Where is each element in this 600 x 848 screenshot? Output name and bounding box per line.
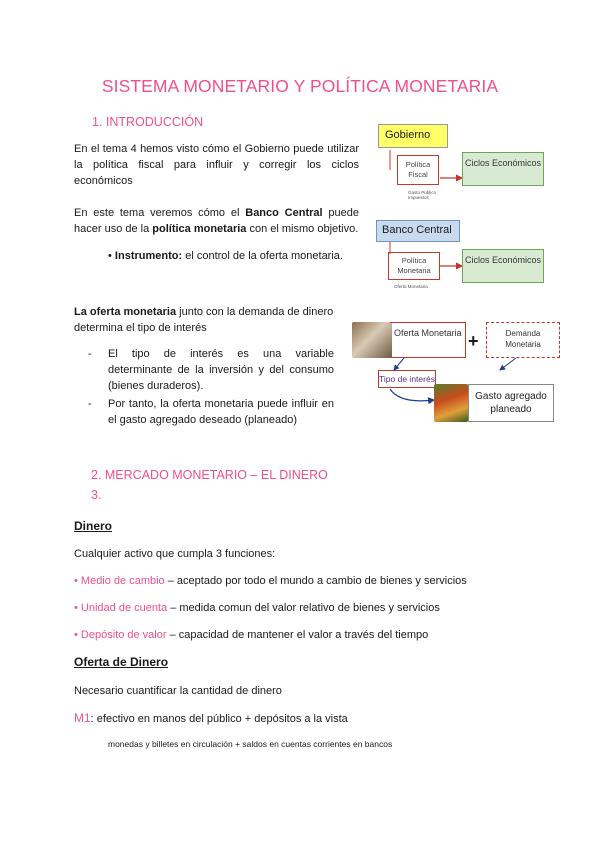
page-title: SISTEMA MONETARIO Y POLÍTICA MONETARIA [101,76,499,96]
oferta-intro: Necesario cuantificar la cantidad de dinero [74,685,282,697]
gasto-agregado-box: Gasto agregado planeado [468,384,554,422]
section-1-heading: 1. INTRODUCCIÓN [92,115,204,129]
funcion-item-1: • Medio de cambio – aceptado por todo el mundo a cambio de bienes y servicios [74,575,467,587]
oferta-heading: Oferta de Dinero [74,655,169,669]
funcion-item-2: • Unidad de cuenta – medida comun del valor relativo de bienes y servicios [74,602,440,614]
ciclos-box-2: Ciclos Económicos [462,249,544,283]
dinero-heading: Dinero [74,519,113,533]
shopping-image [434,384,468,422]
gobierno-box: Gobierno [378,124,448,148]
intro-paragraph-2: En este tema veremos cómo el Banco Central puede hacer uso de la política monetaria con el mismo objetivo. [74,207,359,235]
oferta-monetaria-box: Oferta Monetaria [390,322,466,358]
plus-sign: + [468,331,479,351]
dash-item-1: - El tipo de interés es una variable determinante de la inversión y del consumo (bienes duraderos). [88,348,334,392]
demanda-monetaria-box: Demanda Monetaria [486,322,560,358]
funcion-item-3: • Depósito de valor – capacidad de mantener el valor a través del tiempo [74,629,429,641]
politica-monetaria-box: Política Monetaria [388,252,440,280]
dash-item-2: - Por tanto, la oferta monetaria puede influir en el gasto agregado deseado (planeado) [88,398,334,426]
section-3-heading: 3. [91,488,102,502]
politica-fiscal-box: Política Fiscal [397,155,439,185]
section-2-heading: 2. MERCADO MONETARIO – EL DINERO [91,468,328,482]
ciclos-box-1: Ciclos Económicos [462,152,544,186]
m1-definition: M1: efectivo en manos del público + depósitos a la vista [74,711,348,725]
banco-central-box: Banco Central [376,220,460,242]
intro-paragraph-1: En el tema 4 hemos visto cómo el Gobierno puede utilizar la política fiscal para influir y corregir los ciclos económicos [74,143,359,187]
monetary-caption: Oferta Monetaria [394,284,428,289]
fiscal-caption: Gasto Público Impuestos [408,190,437,200]
m1-detail: monedas y billetes en circulación + saldos en cuentas corrientes en bancos [108,739,393,749]
oferta-paragraph: La oferta monetaria junto con la demanda de dinero determina el tipo de interés [74,306,334,334]
dinero-intro: Cualquier activo que cumpla 3 funciones: [74,548,276,560]
instrument-bullet: • Instrumento: el control de la oferta monetaria. [108,250,343,262]
tipo-interes-box: Tipo de interés [378,370,436,388]
